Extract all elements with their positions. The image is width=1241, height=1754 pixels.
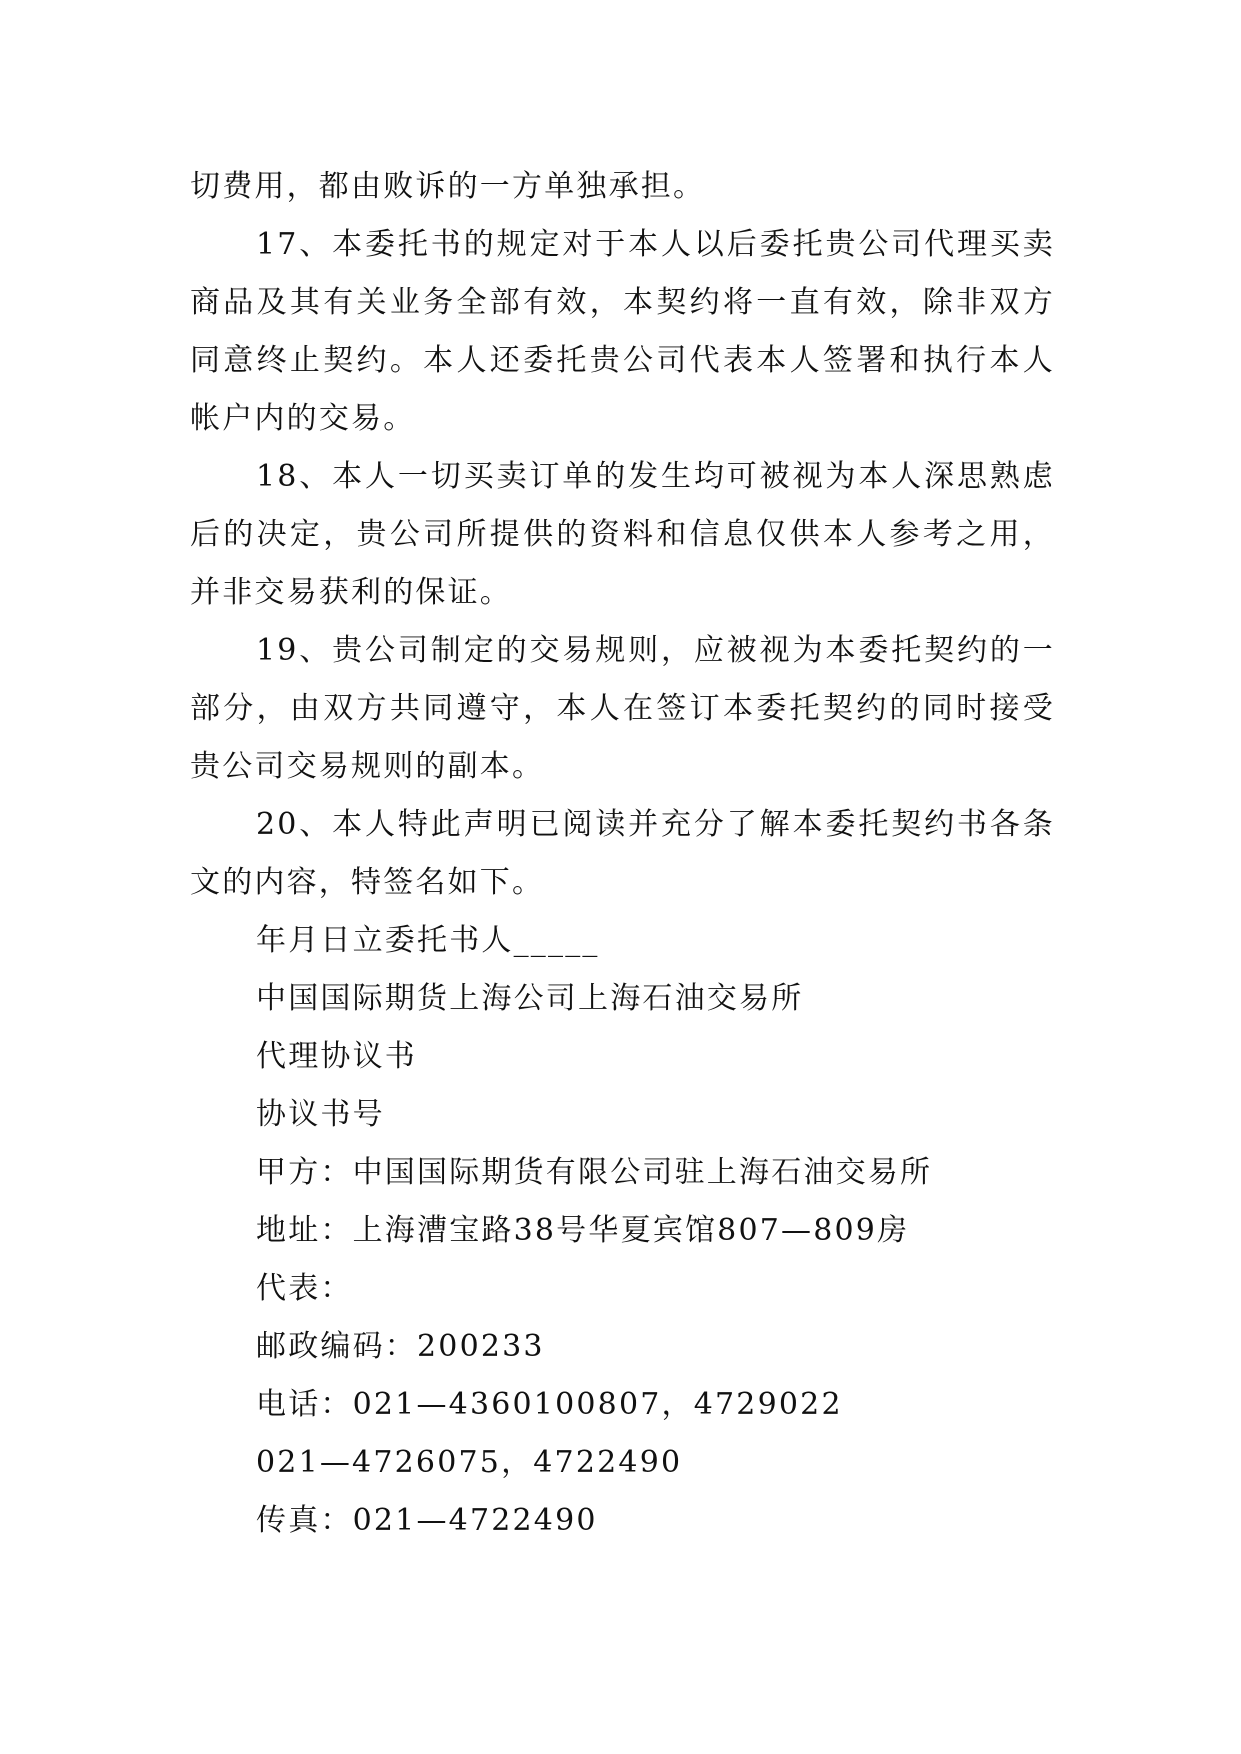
company-heading: 中国国际期货上海公司上海石油交易所 [256, 981, 804, 1016]
address: 地址：上海漕宝路38号华夏宾馆807—809房 [256, 1213, 910, 1248]
party-a: 甲方：中国国际期货有限公司驻上海石油交易所 [256, 1155, 933, 1190]
fax: 传真：021—4722490 [256, 1503, 598, 1538]
representative: 代表： [256, 1271, 353, 1306]
agreement-title: 代理协议书 [256, 1039, 417, 1074]
postal-code: 邮政编码：200233 [256, 1329, 545, 1364]
signature-line: 年月日立委托书人_____ [256, 923, 600, 958]
paragraph-clause-19: 19、贵公司制定的交易规则，应被视为本委托契约的一部分，由双方共同遵守，本人在签订本委托契约的同时接受贵公司交易规则的副本。 [190, 633, 1055, 784]
document-body [190, 158, 1055, 1550]
paragraph-clause-17: 17、本委托书的规定对于本人以后委托贵公司代理买卖商品及其有关业务全部有效，本契约将一直有效，除非双方同意终止契约。本人还委托贵公司代表本人签署和执行本人帐户内的交易。 [190, 227, 1055, 436]
paragraph-continuation: 切费用，都由败诉的一方单独承担。 [190, 169, 706, 204]
agreement-number: 协议书号 [256, 1097, 385, 1132]
telephone-continued: 021—4726075，4722490 [256, 1445, 683, 1480]
telephone: 电话：021—4360100807，4729022 [256, 1387, 843, 1422]
paragraph-clause-20: 20、本人特此声明已阅读并充分了解本委托契约书各条文的内容，特签名如下。 [190, 807, 1055, 900]
paragraph-clause-18: 18、本人一切买卖订单的发生均可被视为本人深思熟虑后的决定，贵公司所提供的资料和信息仅供本人参考之用，并非交易获利的保证。 [190, 459, 1055, 610]
